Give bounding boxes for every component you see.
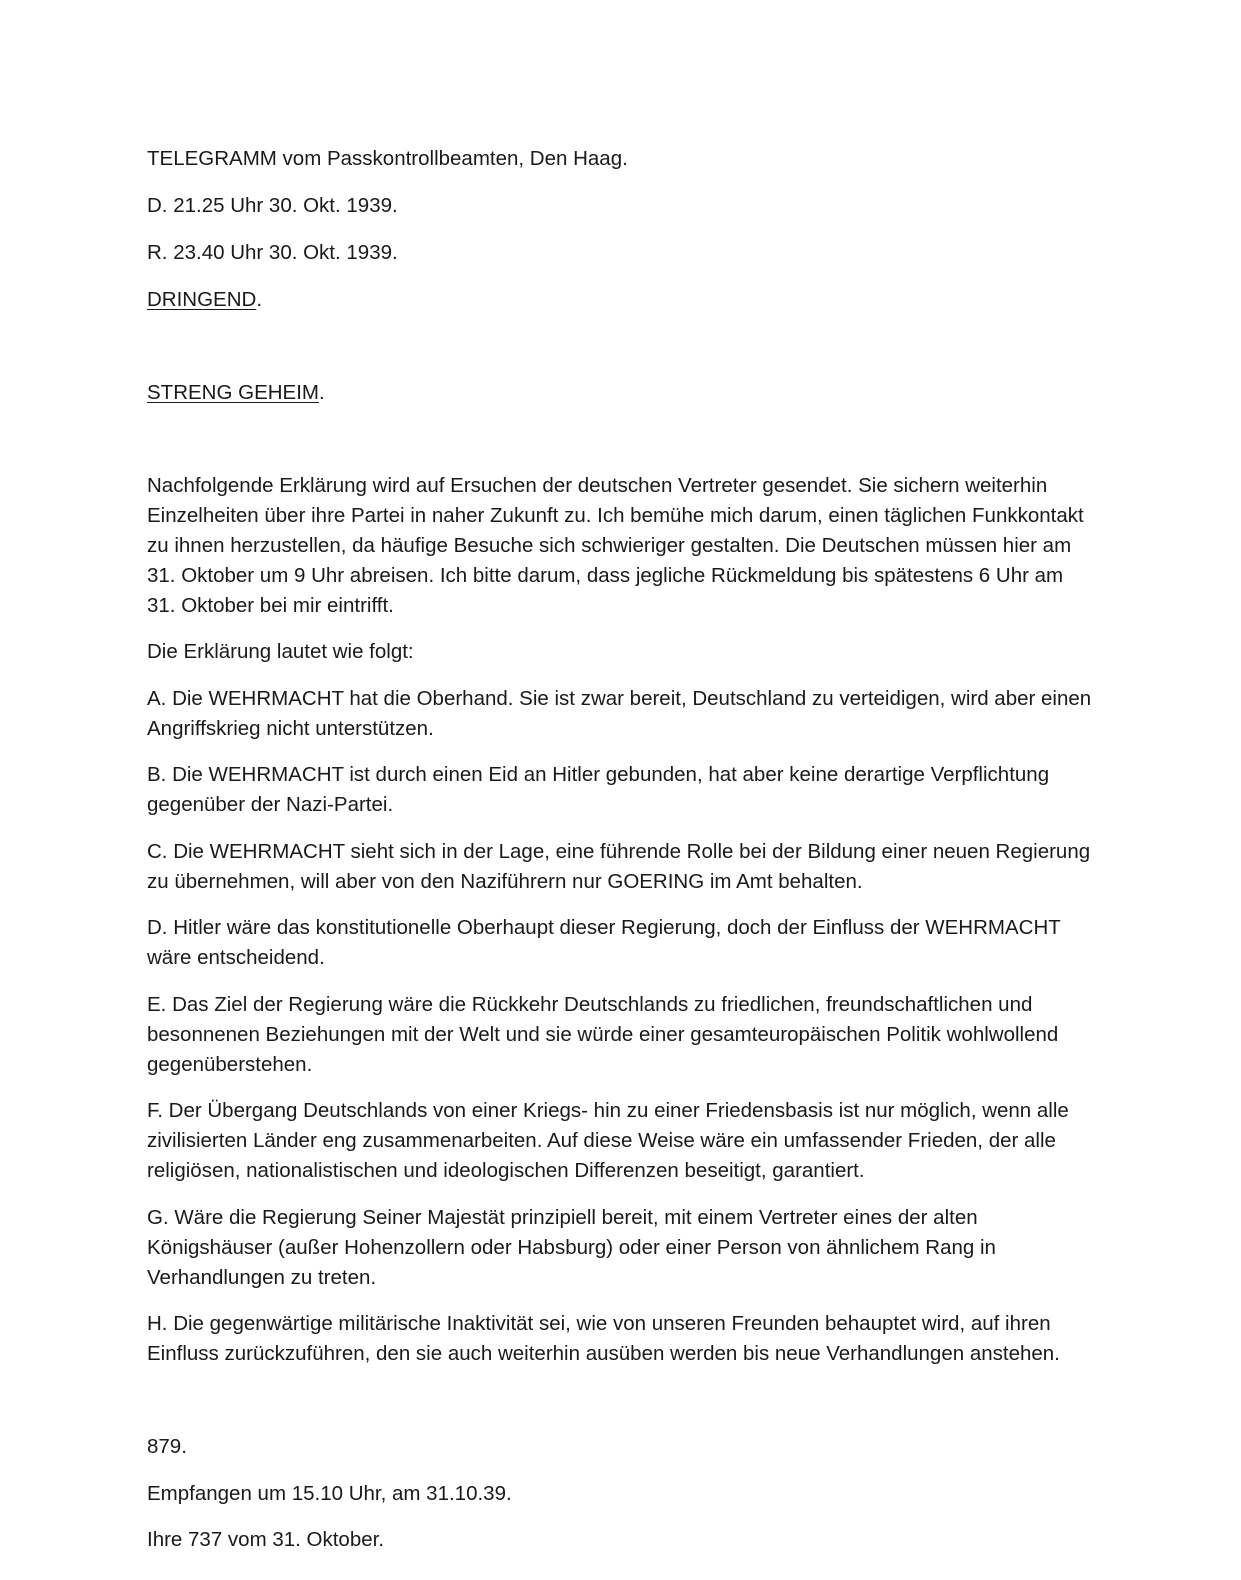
point-a: A. Die WEHRMACHT hat die Oberhand. Sie ist zwar bereit, Deutschland zu verteidigen, wird aber einen Angriffskrieg nicht unterstützen. — [147, 687, 1092, 740]
urgency-line — [147, 285, 1097, 315]
receipt-time: R. 23.40 Uhr 30. Okt. 1939. — [147, 241, 398, 264]
telegram-number: 879. — [147, 1435, 187, 1458]
point-g: G. Wäre die Regierung Seiner Majestät prinzipiell bereit, mit einem Vertreter eines der alten Königshäuser (außer Hohenzollern oder Habsburg) oder einer Person von ähnlichem Rang in Verhandlungen zu treten. — [147, 1206, 996, 1289]
reference-line: Ihre 737 vom 31. Oktober. — [147, 1528, 385, 1551]
point-h: H. Die gegenwärtige militärische Inaktivität sei, wie von unseren Freunden behauptet wird, auf ihren Einfluss zurückzuführen, den sie auch weiterhin ausüben werden bis neue Verhandlungen anstehen. — [147, 1312, 1060, 1365]
telegram-heading: TELEGRAMM vom Passkontrollbeamten, Den Haag. — [147, 147, 628, 170]
secrecy-line — [147, 378, 1097, 408]
urgency-punct: . — [256, 288, 263, 311]
dispatch-time: D. 21.25 Uhr 30. Okt. 1939. — [147, 194, 398, 217]
intro-paragraph: Nachfolgende Erklärung wird auf Ersuchen der deutschen Vertreter gesendet. Sie sichern weiterhin Einzelheiten über ihre Partei in naher Zukunft zu. Ich bemühe mich darum, einen täglichen Funkkontakt zu ihnen herzustellen, da häufige Besuche sich schwieriger gestalten. Die Deutschen müssen hier am 31. Oktober um 9 Uhr abreisen. Ich bitte darum, dass jegliche Rückmeldung bis spätestens 6 Uhr am 31. Oktober bei mir eintrifft. — [147, 474, 1084, 617]
point-e: E. Das Ziel der Regierung wäre die Rückkehr Deutschlands zu friedlichen, freundschaftlichen und besonnenen Beziehungen mit der Welt und sie würde einer gesamteuropäischen Politik wohlwollend gegenüberstehen. — [147, 993, 1059, 1076]
urgency-label: DRINGEND — [147, 288, 257, 311]
received-line: Empfangen um 15.10 Uhr, am 31.10.39. — [147, 1482, 512, 1505]
point-b: B. Die WEHRMACHT ist durch einen Eid an Hitler gebunden, hat aber keine derartige Verpflichtung gegenüber der Nazi-Partei. — [147, 763, 1050, 816]
secrecy-label: STRENG GEHEIM — [147, 381, 319, 404]
statement-lead: Die Erklärung lautet wie folgt: — [147, 640, 414, 663]
secrecy-punct: . — [319, 381, 325, 404]
point-c: C. Die WEHRMACHT sieht sich in der Lage, eine führende Rolle bei der Bildung einer neuen Regierung zu übernehmen, will aber von den Naziführern nur GOERING im Amt behalten. — [147, 840, 1091, 893]
point-f: F. Der Übergang Deutschlands von einer Kriegs- hin zu einer Friedensbasis ist nur möglich, wenn alle zivilisierten Länder eng zusammenarbeiten. Auf diese Weise wäre ein umfassender Frieden, der alle religiösen, nationalistischen und ideologischen Differenzen beseitigt, garantiert. — [147, 1099, 1069, 1182]
point-d: D. Hitler wäre das konstitutionelle Oberhaupt dieser Regierung, doch der Einfluss der WEHRMACHT wäre entscheidend. — [147, 916, 1061, 969]
